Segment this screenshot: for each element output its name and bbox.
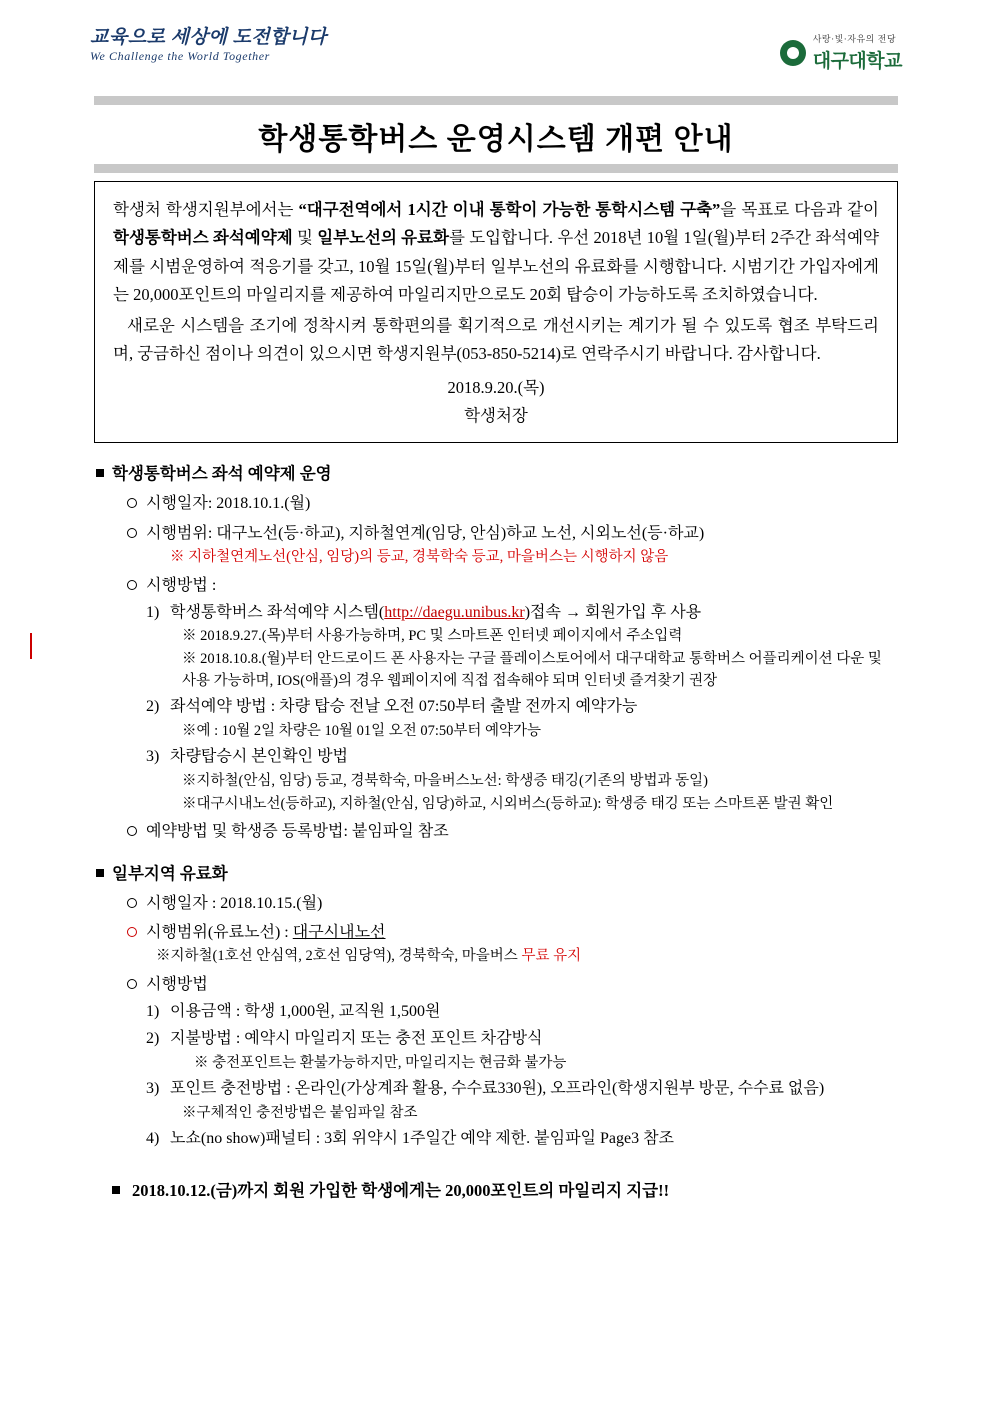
section2-scope-value: 대구시내노선 [292, 923, 386, 941]
section1-heading: 학생통학버스 좌석 예약제 운영 [94, 461, 898, 487]
page-title: 학생통학버스 운영시스템 개편 안내 [258, 123, 734, 156]
section2-method-1-num: 1) [146, 1003, 160, 1021]
section2-scope-note-b: 무료 유지 [521, 948, 582, 965]
revision-mark [30, 633, 32, 659]
section1-method-1-b: )접속 → 회원가입 후 사용 [524, 603, 702, 621]
section1-method-3-note-1: ※지하철(안심, 임당) 등교, 경북학숙, 마을버스노선: 학생증 태깅(기존의 방법과 동일) [182, 772, 708, 789]
section2-method-2 [94, 1026, 898, 1051]
notice-p1-f: 일부노선의 유료화 [317, 228, 449, 248]
notice-paragraph-2: 새로운 시스템을 조기에 정착시켜 통학편의를 획기적으로 개선시키는 계기가 될 수 있도록 협조 부탁드리며, 궁금하신 점이나 의견이 있으시면 학생지원부(053-850-5214)로 연락주시기 바랍니다. 감사합니다. [113, 315, 879, 363]
section2-heading: 일부지역 유료화 [94, 861, 898, 887]
notice-signature [113, 374, 879, 430]
slogan-korean: 교육으로 세상에 도전합니다 [90, 27, 327, 48]
section2-item-method: 시행방법 [94, 972, 898, 997]
notice-date: 2018.9.20.(목) [447, 378, 545, 398]
title-bottom-rule [94, 164, 898, 173]
final-notice: 2018.10.12.(금)까지 회원 가입한 학생에게는 20,000포인트의 마일리지 지급!! [94, 1178, 898, 1204]
section1-method-1-a: 학생통학버스 좌석예약 시스템( [170, 603, 385, 621]
section2-method-1 [94, 999, 898, 1024]
section2-scope-note [94, 946, 898, 968]
section2-method-2-text: 지불방법 : 예약시 마일리지 또는 충전 포인트 차감방식 [170, 1030, 543, 1048]
section1-method-2-text: 좌석예약 방법 : 차량 탑승 전날 오전 07:50부터 출발 전까지 예약가능 [170, 698, 638, 716]
section-seat-reservation [94, 461, 898, 844]
notice-box [94, 181, 898, 443]
unibus-link[interactable]: http://daegu.unibus.kr [384, 603, 525, 621]
notice-p1-e: 및 [292, 228, 318, 248]
section2-method-3 [94, 1076, 898, 1101]
section1-item-method: 시행방법 : [94, 573, 898, 598]
section1-method-2-note: ※예 : 10월 2일 차량은 10월 01일 오전 07:50부터 예약가능 [182, 722, 542, 739]
section2-method-3-note: ※구체적인 충전방법은 붙임파일 참조 [182, 1104, 418, 1121]
section2-method-1-text: 이용금액 : 학생 1,000원, 교직원 1,500원 [170, 1003, 441, 1021]
notice-p1-a: 학생처 학생지원부에서는 [113, 200, 299, 219]
notice-p1-c: 을 목표로 다음과 같이 [720, 200, 879, 219]
section1-method-1 [94, 600, 898, 625]
section2-method-3-text: 포인트 충전방법 : 온라인(가상계좌 활용, 수수료330원), 오프라인(학생지원부 방문, 수수료 없음) [170, 1080, 825, 1098]
document-body [94, 461, 898, 1203]
notice-paragraph-1 [113, 196, 879, 310]
section2-method-4-text: 노쇼(no show)패널티 : 3회 위약시 1주일간 예약 제한. 붙임파일 Page3 참조 [170, 1130, 675, 1148]
section-paid-routes [94, 861, 898, 1152]
section1-method-1-note-1: ※ 2018.9.27.(목)부터 사용가능하며, PC 및 스마트폰 인터넷 페이지에서 주소입력 [182, 628, 683, 645]
notice-signer: 학생처장 [464, 406, 528, 426]
section1-method-1-note-2: ※ 2018.10.8.(월)부터 안드로이드 폰 사용자는 구글 플레이스토어에서 대구대학교 통학버스 어플리케이션 다운 및 사용 가능하며, IOS(애플)의 경우 웹페이지에 직접 접속해야 되며 인터넷 즐겨찾기 권장 [182, 650, 882, 689]
section1-item-start-date: 시행일자: 2018.10.1.(월) [94, 491, 898, 516]
section2-scope-note-a: ※지하철(1호선 안심역, 2호선 임당역), 경북학숙, 마을버스 [156, 948, 522, 965]
brand-text [813, 32, 902, 73]
section2-method-2-num: 2) [146, 1030, 160, 1048]
brand-name: 대구대학교 [812, 51, 902, 72]
title-top-rule [94, 96, 898, 105]
section1-method-3-text: 차량탑승시 본인확인 방법 [170, 748, 349, 766]
section1-method-2-num: 2) [146, 698, 160, 716]
notice-p1-g: 를 도입합니다. 우선 2018년 10월 1일(월)부터 2주간 좌석예약제를 시범운영하여 적응기를 갖고, 10월 15일(월)부터 일부노선의 유료화를 시행합니다. 시범기간 가입자에게는 20,000포인트의 마일리지를 제공하여 마일리지만으로도 20회 탑승이 가능하도록 조치하였습니다. [113, 228, 879, 305]
section1-method-2 [94, 694, 898, 719]
section1-method-3-note-2: ※대구시내노선(등하교), 지하철(안심, 임당)하교, 시외버스(등하교): 학생증 태깅 또는 스마트폰 발권 확인 [182, 795, 834, 812]
university-logo [780, 32, 902, 73]
section1-scope-note: ※ 지하철연계노선(안심, 임당)의 등교, 경북학숙 등교, 마을버스는 시행하지 않음 [170, 548, 669, 565]
notice-p1-b: “대구전역에서 1시간 이내 통학이 가능한 통학시스템 구축” [298, 200, 721, 219]
section2-item-scope [94, 920, 898, 945]
section2-method-4-num: 4) [146, 1130, 160, 1148]
section1-method-1-num: 1) [146, 603, 160, 621]
brand-tagline: 사랑·빛·자유의 전당 [812, 34, 897, 44]
section1-item-scope: 시행범위: 대구노선(등·하교), 지하철연계(임당, 안심)하교 노선, 시외노선(등·하교) [94, 521, 898, 546]
slogan-english: We Challenge the World Together [90, 48, 270, 63]
university-slogan [90, 28, 327, 63]
section1-method-3-num: 3) [146, 748, 160, 766]
emblem-icon [780, 40, 806, 66]
section2-method-2-note: ※ 충전포인트는 환불가능하지만, 마일리지는 현금화 불가능 [194, 1054, 567, 1071]
document-header [52, 18, 940, 80]
section1-method-3 [94, 744, 898, 769]
section2-method-4 [94, 1126, 898, 1151]
notice-p1-d: 학생통학버스 좌석예약제 [113, 228, 293, 248]
section2-item-start-date: 시행일자 : 2018.10.15.(월) [94, 891, 898, 916]
section1-item-attachment: 예약방법 및 학생증 등록방법: 붙임파일 참조 [94, 819, 898, 844]
section2-scope-label: 시행범위(유료노선) : [146, 923, 293, 941]
section2-method-3-num: 3) [146, 1080, 160, 1098]
